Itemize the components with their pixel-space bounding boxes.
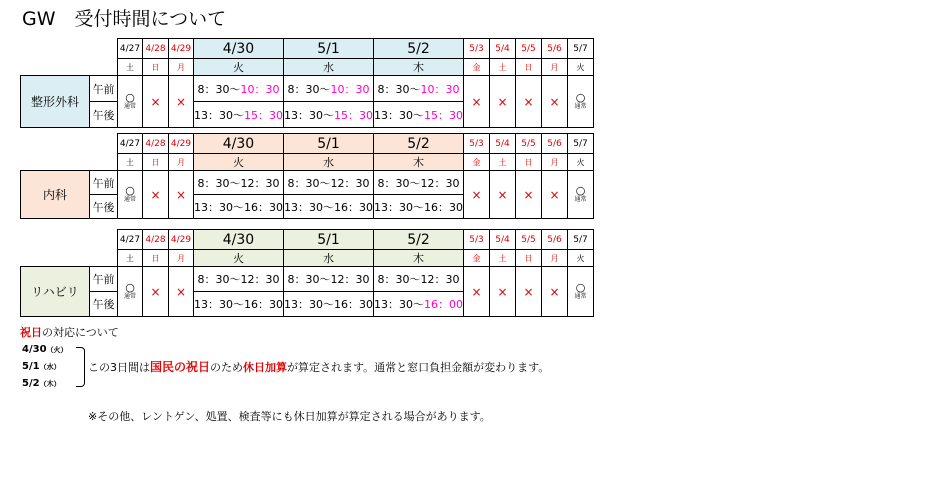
date-5-1: 5/1	[284, 134, 374, 154]
dow-wed: 水	[284, 154, 374, 171]
status-closed: ×	[464, 76, 490, 128]
status-closed: ×	[464, 267, 490, 317]
hours-am: 8：30～12：30	[194, 171, 284, 195]
date-5-5: 5/5	[516, 134, 542, 154]
footnote: ※その他、レントゲン、処置、検査等にも休日加算が算定される場合があります。	[88, 410, 491, 423]
date-5-1: 5/1	[284, 39, 374, 59]
session-pm: 午後	[90, 292, 118, 317]
status-closed: ×	[542, 76, 568, 128]
hours-am: 8：30～10：30	[194, 76, 284, 102]
dow-sun: 日	[516, 59, 542, 76]
date-4-30: 4/30	[194, 39, 284, 59]
hours-am: 8：30～10：30	[374, 76, 464, 102]
date-4-30: 4/30	[194, 230, 284, 250]
hours-am: 8：30～12：30	[284, 267, 374, 292]
date-4-29: 4/29	[169, 230, 194, 250]
date-5-2: 5/2	[374, 39, 464, 59]
hours-pm: 13：30～15：30	[374, 102, 464, 128]
date-5-3: 5/3	[464, 134, 490, 154]
status-open: ○ 通常	[568, 171, 594, 219]
session-pm: 午後	[90, 195, 118, 219]
date-5-6: 5/6	[542, 39, 568, 59]
dow-sat: 土	[490, 154, 516, 171]
date-4-27: 4/27	[118, 39, 143, 59]
date-4-30: 4/30	[194, 134, 284, 154]
dow-tue: 火	[194, 59, 284, 76]
date-5-3: 5/3	[464, 230, 490, 250]
session-am: 午前	[90, 76, 118, 102]
status-open: ○ 通常	[118, 267, 143, 317]
status-closed: ×	[143, 76, 169, 128]
hours-pm: 13：30～16：30	[194, 195, 284, 219]
status-closed: ×	[169, 267, 194, 317]
date-5-1: 5/1	[284, 230, 374, 250]
dow-fri: 金	[464, 59, 490, 76]
hours-pm: 13：30～15：30	[194, 102, 284, 128]
dow-sat: 土	[490, 59, 516, 76]
date-5-4: 5/4	[490, 39, 516, 59]
status-closed: ×	[490, 267, 516, 317]
dow-sun: 日	[516, 250, 542, 267]
date-5-7: 5/7	[568, 230, 594, 250]
date-5-7: 5/7	[568, 39, 594, 59]
dow-mon: 月	[542, 154, 568, 171]
dept-name-naika: 内科	[21, 171, 90, 219]
date-5-7: 5/7	[568, 134, 594, 154]
brace-bracket	[76, 347, 85, 387]
date-4-28: 4/28	[143, 134, 169, 154]
status-closed: ×	[143, 267, 169, 317]
page-title: GW 受付時間について	[22, 8, 227, 30]
date-4-27: 4/27	[118, 134, 143, 154]
holiday-heading-red: 祝日	[20, 326, 42, 339]
status-open: ○ 通常	[568, 267, 594, 317]
dow-mon: 月	[542, 59, 568, 76]
status-closed: ×	[542, 267, 568, 317]
hours-pm: 13：30～15：30	[284, 102, 374, 128]
dow-tue: 火	[568, 59, 594, 76]
holiday-message: この3日間は国民の祝日のため休日加算が算定されます。通常と窓口負担金額が変わります。	[88, 360, 550, 374]
holiday-date: 4/30（火）	[22, 344, 68, 355]
dow-sat: 土	[118, 250, 143, 267]
hours-pm: 13：30～16：30	[374, 195, 464, 219]
dow-mon: 月	[169, 59, 194, 76]
dow-sat: 土	[118, 154, 143, 171]
hours-pm: 13：30～16：30	[284, 292, 374, 317]
dow-fri: 金	[464, 250, 490, 267]
dow-thu: 木	[374, 250, 464, 267]
dow-mon: 月	[169, 250, 194, 267]
hours-am: 8：30～10：30	[284, 76, 374, 102]
hours-am: 8：30～12：30	[284, 171, 374, 195]
date-5-3: 5/3	[464, 39, 490, 59]
status-closed: ×	[516, 267, 542, 317]
dow-fri: 金	[464, 154, 490, 171]
date-5-2: 5/2	[374, 134, 464, 154]
status-closed: ×	[542, 171, 568, 219]
dow-sun: 日	[143, 59, 169, 76]
dow-mon: 月	[542, 250, 568, 267]
date-4-29: 4/29	[169, 134, 194, 154]
date-4-28: 4/28	[143, 39, 169, 59]
hours-pm: 13：30～16：30	[194, 292, 284, 317]
dow-tue: 火	[194, 250, 284, 267]
date-5-5: 5/5	[516, 230, 542, 250]
date-5-4: 5/4	[490, 134, 516, 154]
status-closed: ×	[464, 171, 490, 219]
session-am: 午前	[90, 267, 118, 292]
status-closed: ×	[516, 171, 542, 219]
dow-sun: 日	[143, 154, 169, 171]
status-closed: ×	[516, 76, 542, 128]
session-am: 午前	[90, 171, 118, 195]
dept-name-reha: リハビリ	[21, 267, 90, 317]
status-open: ○ 通常	[568, 76, 594, 128]
dow-tue: 火	[194, 154, 284, 171]
date-5-5: 5/5	[516, 39, 542, 59]
date-4-27: 4/27	[118, 230, 143, 250]
naika-schedule-table	[20, 133, 594, 219]
dow-thu: 木	[374, 59, 464, 76]
date-4-28: 4/28	[143, 230, 169, 250]
date-5-4: 5/4	[490, 230, 516, 250]
dept-name-ortho: 整形外科	[21, 76, 90, 128]
dow-sun: 日	[516, 154, 542, 171]
holiday-heading-rest: の対応について	[42, 326, 119, 339]
dow-sat: 土	[118, 59, 143, 76]
reha-schedule-table	[20, 229, 594, 317]
hours-am: 8：30～12：30	[374, 267, 464, 292]
date-5-2: 5/2	[374, 230, 464, 250]
hours-am: 8：30～12：30	[194, 267, 284, 292]
dow-thu: 木	[374, 154, 464, 171]
dow-tue: 火	[568, 250, 594, 267]
hours-pm-thu: 13：30～16：00	[374, 292, 464, 317]
date-5-6: 5/6	[542, 230, 568, 250]
dow-sun: 日	[143, 250, 169, 267]
holiday-heading	[20, 324, 119, 340]
status-closed: ×	[169, 76, 194, 128]
dow-sat: 土	[490, 250, 516, 267]
status-closed: ×	[490, 76, 516, 128]
dow-mon: 月	[169, 154, 194, 171]
status-closed: ×	[143, 171, 169, 219]
ortho-schedule-table	[20, 38, 594, 128]
status-closed: ×	[169, 171, 194, 219]
status-open: ○ 通常	[118, 171, 143, 219]
session-pm: 午後	[90, 102, 118, 128]
date-4-29: 4/29	[169, 39, 194, 59]
hours-pm: 13：30～16：30	[284, 195, 374, 219]
holiday-date: 5/2（木）	[22, 378, 61, 389]
status-open: ○ 通常	[118, 76, 143, 128]
dow-wed: 水	[284, 59, 374, 76]
hours-am: 8：30～12：30	[374, 171, 464, 195]
holiday-date: 5/1（水）	[22, 361, 61, 372]
dow-tue: 火	[568, 154, 594, 171]
dow-wed: 水	[284, 250, 374, 267]
date-5-6: 5/6	[542, 134, 568, 154]
status-closed: ×	[490, 171, 516, 219]
